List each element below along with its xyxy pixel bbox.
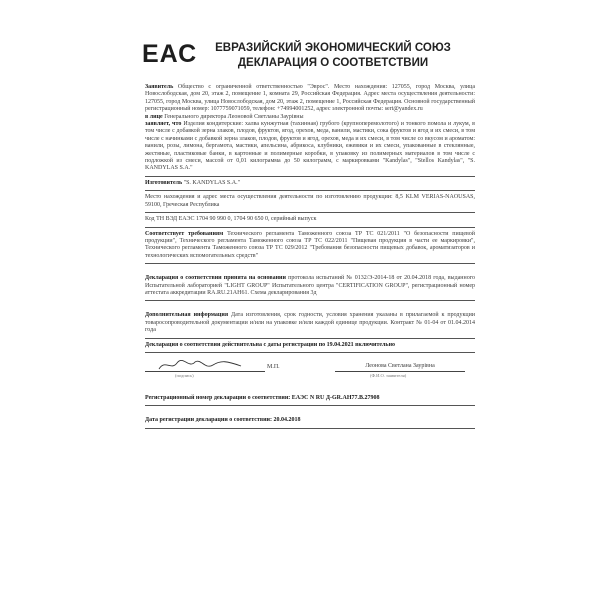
- registration-number: Регистрационный номер декларации о соответствии: ЕАЭС N RU Д-GR.АН77.В.27908: [145, 394, 380, 401]
- signature-line: [145, 363, 265, 372]
- divider: [145, 176, 475, 177]
- declares-text: Изделия кондитерские: халва кунжутная (тахинная) грубого (крупноперемолотого) и тонкого помола и лукум, в том числе с добавкой зерна злаков, плодов, фруктов, ягод, орехов, меда, ванили, мастики, сока фруктов и ягод и их смеси, в том числе с начинками с добавкой зерна злаков, плодов, фруктов и ягод, орехов, меда и их смеси, в том числе со вкусом и ароматом: ванили, розы, лимона, бергамота, мастики, апельсина, абрикоса, клубники, ежевики и их смеси, упакованные в стеклянные, жестяные, пластиковые банки, в картонные и полимерные коробки, в упаковку из полимерных материалов в том числе с подложкой из смеси, массой от 0,01 килограмма до 50 килограмм, с маркировками "Kandylas", "Stellos Kandylas", "S. KANDYLAS S.A.": [145, 121, 476, 172]
- signatory-caption: (Ф.И.О. заявителя): [370, 372, 407, 378]
- eac-logo: ЕАС: [142, 40, 198, 68]
- validity-text: Декларация о соответствии действительна с даты регистрации по 19.04.2021 включительно: [145, 341, 396, 348]
- divider: [145, 212, 475, 213]
- union-title: ЕВРАЗИЙСКИЙ ЭКОНОМИЧЕСКИЙ СОЮЗ: [215, 42, 451, 54]
- declares-label: заявляет, что: [145, 121, 182, 128]
- basis-text: протокола испытаний № 0132/Э-2014-18 от 20.04.2018 года, выданного Испытательной лабораторией "LIGHT GROUP" Испытательного центра "CERTIFICATION GROUP", регистрационный номер аттестата аккредитации RA.RU.21AH61. Схема декларирования 3д: [145, 275, 476, 296]
- declares-block: [145, 121, 475, 173]
- divider: [145, 405, 475, 406]
- applicant-text: Общество с ограниченной ответственностью "Эврос". Место нахождения: 127055, город Москва, улица Новослободская, дом 20, этаж 2, помещение 1, комната 29, Российская Федерация. Адрес места осуществления деятельности: 127055, город Москва, улица Новослободская, дом 20, этаж 2, помещение 1, Российская Федерация. Основной государственный регистрационный номер: 1077759071059, телефон: +74994001252, адрес электронной почты: sert@yandex.ru: [145, 84, 476, 113]
- divider: [145, 227, 475, 228]
- manufacturer-label: Изготовитель: [145, 179, 183, 186]
- registration-date: Дата регистрации декларации о соответствии: 20.04.2018: [145, 417, 301, 424]
- stamp-mark-label: М.П.: [267, 363, 280, 370]
- applicant-block: [145, 84, 475, 114]
- compliance-text: Технического регламента Таможенного союза ТР ТС 021/2011 "О безопасности пищевой продукции", Технического регламента Таможенного союза ТР ТС 022/2011 "Пищевая продукция в части ее маркировки", Технического регламента Таможенного союза ТР ТС 029/2012 "Требования безопасности пищевых добавок, ароматизаторов и технологических вспомогательных средств": [145, 230, 476, 259]
- additional-text: Дата изготовления, срок годности, условия хранения указаны в прилагаемой к продукции товаросопроводительной документации и/или на упаковке и/или каждой единице продукции. Контракт № 01-04 от 01.04.2014 года: [145, 312, 476, 334]
- divider: [145, 263, 475, 264]
- declaration-title: ДЕКЛАРАЦИЯ О СООТВЕТСТВИИ: [237, 57, 429, 69]
- signature-row: [145, 363, 475, 381]
- compliance-block: [145, 231, 475, 261]
- basis-block: [145, 275, 475, 297]
- additional-block: [145, 312, 475, 334]
- manufacturer-address: Место нахождения и адрес места осуществления деятельности по изготовлению продукции: 8,5 KLM VERIAS-NAOUSAS, 59100, Греческая Республика: [145, 194, 475, 208]
- signatory-name: Леонова Светлана Заурiвна: [335, 363, 465, 372]
- divider: [145, 190, 475, 191]
- product-code: Код ТН ВЭД ЕАЭС 1704 90 990 0, 1704 90 650 0, серийный выпуск: [145, 216, 317, 223]
- divider: [145, 428, 475, 429]
- compliance-label: Соответствует требованиям: [145, 230, 224, 237]
- manufacturer-block: [145, 180, 475, 187]
- applicant-person: [145, 114, 475, 121]
- document-header: [142, 40, 462, 80]
- person-label: в лице: [145, 113, 163, 120]
- manufacturer-name: "S. KANDYLAS S.A.": [183, 179, 241, 186]
- basis-label: Декларация о соответствии принята на основании: [145, 275, 286, 282]
- divider: [145, 300, 475, 301]
- applicant-label: Заявитель: [145, 84, 174, 90]
- divider: [145, 338, 475, 339]
- additional-label: Дополнительная информация: [145, 312, 229, 319]
- person-text: Генерального директора Леоновой Светланы Заурiвны: [164, 113, 304, 120]
- declaration-body: [145, 84, 475, 432]
- divider: [145, 352, 475, 353]
- signature-caption: (подпись): [175, 372, 194, 378]
